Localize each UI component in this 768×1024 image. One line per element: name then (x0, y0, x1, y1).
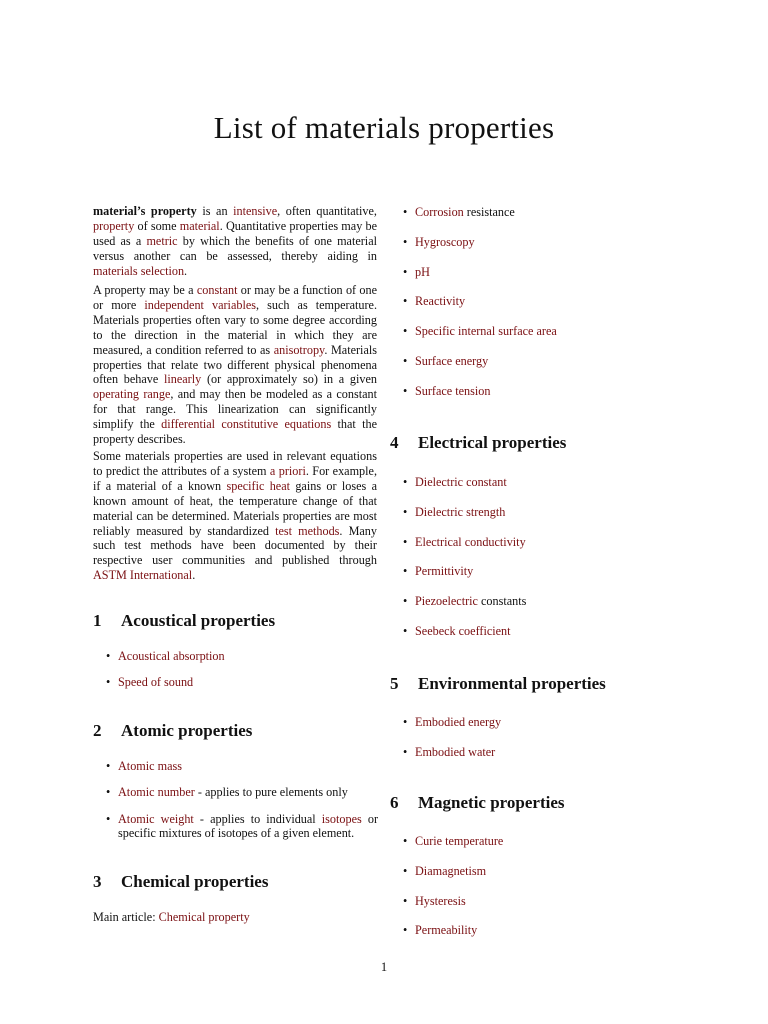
section-heading-atomic (93, 721, 252, 741)
intro-paragraph-3: Some materials properties are used in relevant equations to predict the attributes of a system a priori. For example, if a material of a known specific heat gains or loses a known amount of heat, the temperature change of that material can be determined. Materials properties are most reliably measured by standardized test methods. Many such test methods have been documented by their respective user communities and published through ASTM International. (93, 449, 377, 583)
section-title: Electrical properties (418, 433, 567, 452)
list-item-link[interactable]: Acoustical absorption (118, 649, 225, 663)
magnetic-properties-list (403, 834, 683, 953)
list-item-link[interactable]: Embodied water (415, 744, 496, 759)
chemical-properties-list (403, 205, 683, 414)
link-intensive[interactable]: intensive (233, 204, 278, 218)
section-number: 4 (390, 433, 399, 452)
main-article-note: Main article: Chemical property (93, 910, 250, 924)
section-title: Atomic properties (121, 721, 253, 740)
list-item (403, 475, 683, 490)
list-item (403, 384, 683, 399)
list-item-link[interactable]: Atomic weight (118, 811, 194, 826)
link-linearly[interactable]: linearly (164, 372, 202, 387)
link-materials-selection[interactable]: materials selection (93, 263, 185, 278)
section-heading-magnetic (390, 793, 565, 813)
list-item-link[interactable]: Hygroscopy (415, 234, 475, 249)
page-number: 1 (380, 960, 388, 974)
section-title: Acoustical properties (121, 611, 276, 630)
list-item (106, 649, 378, 664)
list-item (403, 745, 683, 760)
section-heading-electrical (390, 433, 566, 453)
list-item (403, 564, 683, 579)
list-item-link[interactable]: Curie temperature (415, 834, 504, 848)
section-number: 6 (390, 793, 399, 812)
list-item (403, 715, 683, 730)
list-item (403, 535, 683, 550)
list-item (403, 324, 683, 339)
electrical-properties-list (403, 475, 683, 654)
list-item (403, 864, 683, 879)
link-metric[interactable]: metric (146, 233, 178, 248)
section-title: Chemical properties (121, 872, 269, 891)
section-number: 3 (93, 872, 102, 891)
list-item (403, 235, 683, 250)
list-item-link[interactable]: Atomic number (118, 785, 195, 800)
list-item-link[interactable]: Surface energy (415, 353, 489, 368)
list-item-link[interactable]: Hysteresis (415, 893, 466, 908)
list-item (403, 294, 683, 309)
link-anisotropy[interactable]: anisotropy (273, 342, 325, 357)
section-title: Magnetic properties (418, 793, 565, 812)
section-title: Environmental properties (418, 674, 606, 693)
section-heading-environmental (390, 674, 606, 694)
list-item (403, 894, 683, 909)
link-a-priori[interactable]: a priori (269, 463, 306, 478)
environmental-properties-list (403, 715, 683, 775)
list-item: • Corrosion resistance (403, 205, 683, 220)
list-item-link[interactable]: pH (415, 264, 430, 279)
list-item-link[interactable]: Surface tension (415, 383, 491, 398)
section-number: 2 (93, 721, 102, 740)
list-item-link[interactable]: Embodied energy (415, 715, 502, 729)
list-item-link[interactable]: Permeability (415, 923, 478, 938)
atomic-properties-list (106, 759, 378, 853)
link-property[interactable]: property (93, 218, 135, 233)
list-item-link[interactable]: Speed of sound (118, 675, 194, 690)
list-item: • Atomic number - applies to pure elements only (106, 785, 378, 800)
list-item (106, 675, 378, 690)
intro-paragraph-2: A property may be a constant or may be a function of one or more independent variables, such as temperature. Materials properties often vary to some degree according to the direction in the material in which they are measured, a condition referred to as anisotropy. Materials properties that relate two different physical phenomena often behave linearly (or approximately so) in a given operating range, and may then be modeled as a constant for that range. This linearization can significantly simplify the differential constitutive equations that the property describes. (93, 283, 378, 447)
list-item-link[interactable]: Specific internal surface area (415, 324, 557, 339)
list-item-link[interactable]: Piezoelectric (415, 594, 478, 609)
list-item (403, 354, 683, 369)
link-chemical-property[interactable]: Chemical property (158, 910, 250, 924)
list-item: • Atomic weight - applies to individual isotopes or specific mixtures of isotopes of a given element. (106, 812, 378, 842)
list-item-link[interactable]: Atomic mass (118, 759, 182, 773)
list-item (403, 624, 683, 639)
page-title: List of materials properties (213, 110, 555, 145)
link-independent-variables[interactable]: independent variables (144, 297, 256, 312)
link-material[interactable]: material (179, 218, 220, 233)
section-heading-acoustical (93, 611, 275, 631)
link-operating-range[interactable]: operating range (93, 387, 171, 402)
link-constant[interactable]: constant (196, 283, 238, 297)
intro-paragraph-1: material’s property is an intensive, often quantitative, property of some material. Quantitative properties may be used as a metric by which the benefits of one material versus another can be assessed, thereby aiding in materials selection. (93, 204, 377, 278)
section-number: 5 (390, 674, 399, 693)
link-isotopes[interactable]: isotopes (321, 811, 362, 826)
link-differential-constitutive-equations[interactable]: differential constitutive equations (161, 417, 332, 432)
list-item-link[interactable]: Permittivity (415, 564, 474, 579)
list-item (403, 505, 683, 520)
list-item: • Piezoelectric constants (403, 594, 683, 609)
list-item (403, 923, 683, 938)
list-item-link[interactable]: Corrosion (415, 205, 464, 219)
list-item-link[interactable]: Dielectric strength (415, 504, 506, 519)
intro-term: material’s property (93, 204, 197, 218)
link-specific-heat[interactable]: specific heat (226, 478, 291, 493)
list-item (403, 265, 683, 280)
list-item (403, 834, 683, 849)
list-item (106, 759, 378, 774)
acoustical-properties-list (106, 649, 378, 702)
section-number: 1 (93, 611, 102, 630)
section-heading-chemical (93, 872, 268, 892)
list-item-link[interactable]: Diamagnetism (415, 863, 487, 878)
list-item-link[interactable]: Seebeck coefficient (415, 623, 511, 638)
link-astm-international[interactable]: ASTM International (93, 568, 193, 583)
list-item-link[interactable]: Electrical conductivity (415, 534, 526, 549)
list-item-link[interactable]: Reactivity (415, 294, 466, 309)
list-item-link[interactable]: Dielectric constant (415, 475, 507, 489)
link-test-methods[interactable]: test methods (275, 523, 340, 538)
